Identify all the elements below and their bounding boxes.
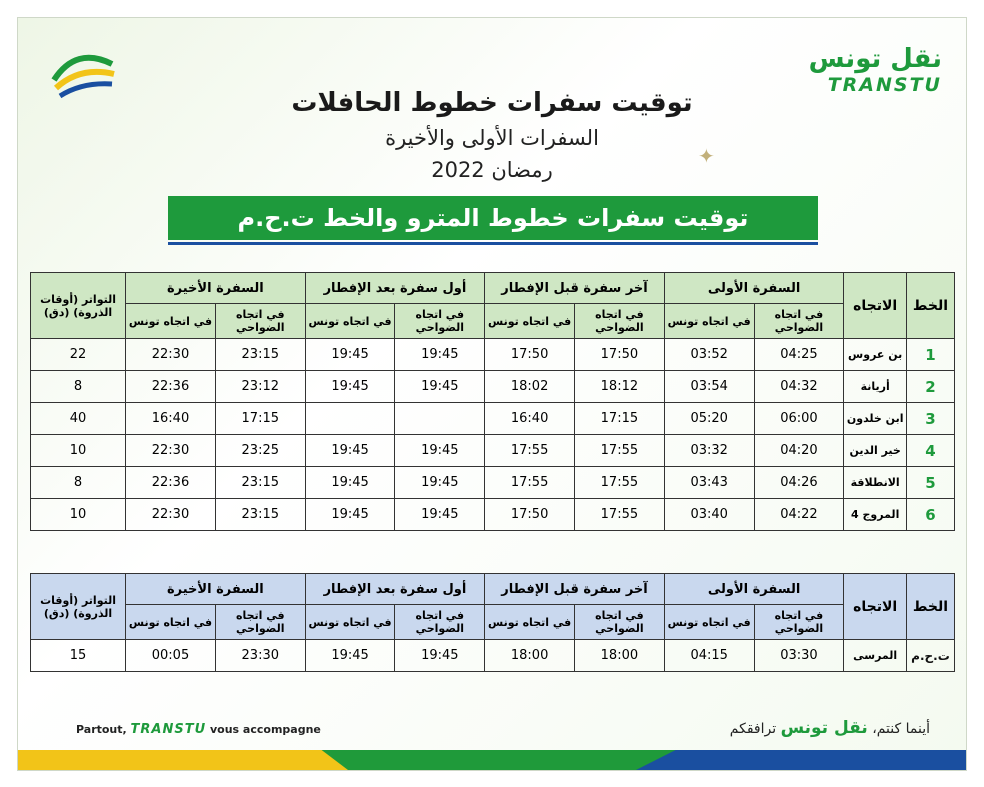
header-frequency: التواتر (أوقات الذروة) (دق) — [31, 574, 126, 640]
metro-banner: توقيت سفرات خطوط المترو والخط ت.ح.م — [168, 196, 818, 240]
cell-bi-tun: 18:00 — [485, 640, 575, 672]
cell-direction: المرسى — [844, 640, 907, 672]
cell-ai-tun: 19:45 — [305, 640, 395, 672]
cell-freq: 8 — [31, 467, 126, 499]
banner-underline — [168, 242, 818, 245]
cell-ai-tun: 19:45 — [305, 339, 395, 371]
cell-last-tun: 16:40 — [126, 403, 216, 435]
table-row — [31, 403, 955, 435]
cell-direction: أريانة — [844, 371, 907, 403]
footer-right-brand: نقل تونس — [780, 718, 868, 738]
cell-line: 5 — [906, 467, 954, 499]
table-row — [31, 467, 955, 499]
cell-bi-sub: 18:12 — [575, 371, 665, 403]
metro-schedule-table — [30, 272, 955, 531]
cell-last-sub: 23:15 — [215, 499, 305, 531]
cell-ai-tun: 19:45 — [305, 435, 395, 467]
cell-first-sub: 04:20 — [754, 435, 844, 467]
sub-title: السفرات الأولى والأخيرة — [385, 126, 599, 150]
cell-last-tun: 22:30 — [126, 435, 216, 467]
footer-left-brand: TRANSTU — [130, 722, 207, 737]
cell-ai-tun — [305, 403, 395, 435]
footer-left-prefix: Partout, — [76, 723, 127, 736]
cell-bi-tun: 17:55 — [485, 435, 575, 467]
cell-bi-tun: 17:55 — [485, 467, 575, 499]
main-title: توقيت سفرات خطوط الحافلات — [291, 88, 693, 118]
cell-bi-sub: 17:55 — [575, 435, 665, 467]
cell-ai-sub: 19:45 — [395, 435, 485, 467]
header-to-suburbs: في اتجاه الضواحي — [754, 605, 844, 640]
cell-last-sub: 23:12 — [215, 371, 305, 403]
header-last: السفرة الأخيرة — [126, 574, 306, 605]
cell-first-tun: 04:15 — [664, 640, 754, 672]
footer-right-suffix: ترافقكم — [729, 721, 777, 737]
header-line: الخط — [906, 574, 954, 640]
cell-last-tun: 22:30 — [126, 499, 216, 531]
header-to-tunis: في اتجاه تونس — [126, 304, 216, 339]
cell-line: 4 — [906, 435, 954, 467]
cell-direction: ابن خلدون — [844, 403, 907, 435]
cell-ai-sub: 19:45 — [395, 467, 485, 499]
header-to-tunis: في اتجاه تونس — [305, 304, 395, 339]
header-before-iftar: آخر سفرة قبل الإفطار — [485, 574, 665, 605]
header-to-tunis: في اتجاه تونس — [485, 605, 575, 640]
logo-latin: TRANSTU — [827, 74, 942, 96]
cell-last-tun: 22:36 — [126, 467, 216, 499]
header-after-iftar: أول سفرة بعد الإفطار — [305, 574, 485, 605]
cell-last-tun: 00:05 — [126, 640, 216, 672]
metro-rows — [31, 339, 955, 531]
bottom-bar-yellow — [18, 750, 348, 770]
header-last: السفرة الأخيرة — [126, 273, 306, 304]
header-after-iftar: أول سفرة بعد الإفطار — [305, 273, 485, 304]
footer-right-prefix: أينما كنتم، — [872, 721, 930, 737]
table-row — [31, 640, 955, 672]
cell-first-tun: 03:52 — [664, 339, 754, 371]
cell-last-tun: 22:36 — [126, 371, 216, 403]
table-row — [31, 339, 955, 371]
cell-direction: بن عروس — [844, 339, 907, 371]
cell-bi-tun: 17:50 — [485, 339, 575, 371]
footer-french — [76, 722, 321, 737]
cell-ai-tun: 19:45 — [305, 499, 395, 531]
cell-ai-sub: 19:45 — [395, 339, 485, 371]
header-to-tunis: في اتجاه تونس — [485, 304, 575, 339]
table-row — [31, 371, 955, 403]
header-first: السفرة الأولى — [664, 574, 844, 605]
header-to-suburbs: في اتجاه الضواحي — [215, 304, 305, 339]
cell-bi-tun: 16:40 — [485, 403, 575, 435]
header-before-iftar: آخر سفرة قبل الإفطار — [485, 273, 665, 304]
cell-first-sub: 03:30 — [754, 640, 844, 672]
cell-ai-sub — [395, 403, 485, 435]
cell-bi-sub: 18:00 — [575, 640, 665, 672]
cell-bi-tun: 17:50 — [485, 499, 575, 531]
footer-arabic — [730, 718, 930, 738]
cell-line: 1 — [906, 339, 954, 371]
header-direction: الاتجاه — [844, 273, 907, 339]
header-to-suburbs: في اتجاه الضواحي — [215, 605, 305, 640]
cell-first-sub: 04:25 — [754, 339, 844, 371]
cell-direction: المروج 4 — [844, 499, 907, 531]
cell-last-sub: 23:15 — [215, 467, 305, 499]
header-frequency: التواتر (أوقات الذروة) (دق) — [31, 273, 126, 339]
header-to-suburbs: في اتجاه الضواحي — [575, 605, 665, 640]
cell-direction: خير الدين — [844, 435, 907, 467]
cell-bi-tun: 18:02 — [485, 371, 575, 403]
header-direction: الاتجاه — [844, 574, 907, 640]
bottom-bar-blue — [636, 750, 966, 770]
cell-last-sub: 23:15 — [215, 339, 305, 371]
cell-ai-sub: 19:45 — [395, 499, 485, 531]
year-title: رمضان 2022 — [431, 158, 553, 182]
cell-bi-sub: 17:15 — [575, 403, 665, 435]
cell-freq: 10 — [31, 435, 126, 467]
cell-bi-sub: 17:50 — [575, 339, 665, 371]
star-icon: ✦ — [698, 144, 715, 168]
cell-line: 6 — [906, 499, 954, 531]
header-to-tunis: في اتجاه تونس — [305, 605, 395, 640]
cell-first-tun: 03:32 — [664, 435, 754, 467]
cell-freq: 40 — [31, 403, 126, 435]
cell-last-tun: 22:30 — [126, 339, 216, 371]
tgm-rows — [31, 640, 955, 672]
poster-frame — [17, 17, 967, 771]
cell-first-sub: 04:26 — [754, 467, 844, 499]
cell-first-tun: 03:40 — [664, 499, 754, 531]
cell-first-tun: 03:54 — [664, 371, 754, 403]
cell-line: ت.ح.م — [906, 640, 954, 672]
header-to-tunis: في اتجاه تونس — [126, 605, 216, 640]
cell-ai-tun: 19:45 — [305, 467, 395, 499]
cell-freq: 22 — [31, 339, 126, 371]
cell-last-sub: 23:30 — [215, 640, 305, 672]
logo-arabic: نقل تونس — [808, 44, 942, 74]
cell-last-sub: 17:15 — [215, 403, 305, 435]
header-to-suburbs: في اتجاه الضواحي — [395, 605, 485, 640]
cell-direction: الانطلاقة — [844, 467, 907, 499]
footer-left-suffix: vous accompagne — [210, 723, 321, 736]
bottom-color-bar — [18, 750, 966, 770]
cell-ai-sub: 19:45 — [395, 640, 485, 672]
header-to-suburbs: في اتجاه الضواحي — [754, 304, 844, 339]
cell-bi-sub: 17:55 — [575, 467, 665, 499]
cell-freq: 10 — [31, 499, 126, 531]
header-line: الخط — [906, 273, 954, 339]
header-first: السفرة الأولى — [664, 273, 844, 304]
cell-freq: 8 — [31, 371, 126, 403]
cell-bi-sub: 17:55 — [575, 499, 665, 531]
cell-ai-tun: 19:45 — [305, 371, 395, 403]
table-row — [31, 435, 955, 467]
cell-first-sub: 06:00 — [754, 403, 844, 435]
header-to-suburbs: في اتجاه الضواحي — [575, 304, 665, 339]
tgm-schedule-table — [30, 573, 955, 672]
cell-first-sub: 04:32 — [754, 371, 844, 403]
table-row — [31, 499, 955, 531]
cell-freq: 15 — [31, 640, 126, 672]
cell-first-tun: 05:20 — [664, 403, 754, 435]
header-to-suburbs: في اتجاه الضواحي — [395, 304, 485, 339]
cell-ai-sub: 19:45 — [395, 371, 485, 403]
cell-last-sub: 23:25 — [215, 435, 305, 467]
cell-first-sub: 04:22 — [754, 499, 844, 531]
header-to-tunis: في اتجاه تونس — [664, 605, 754, 640]
header-to-tunis: في اتجاه تونس — [664, 304, 754, 339]
cell-first-tun: 03:43 — [664, 467, 754, 499]
cell-line: 3 — [906, 403, 954, 435]
cell-line: 2 — [906, 371, 954, 403]
